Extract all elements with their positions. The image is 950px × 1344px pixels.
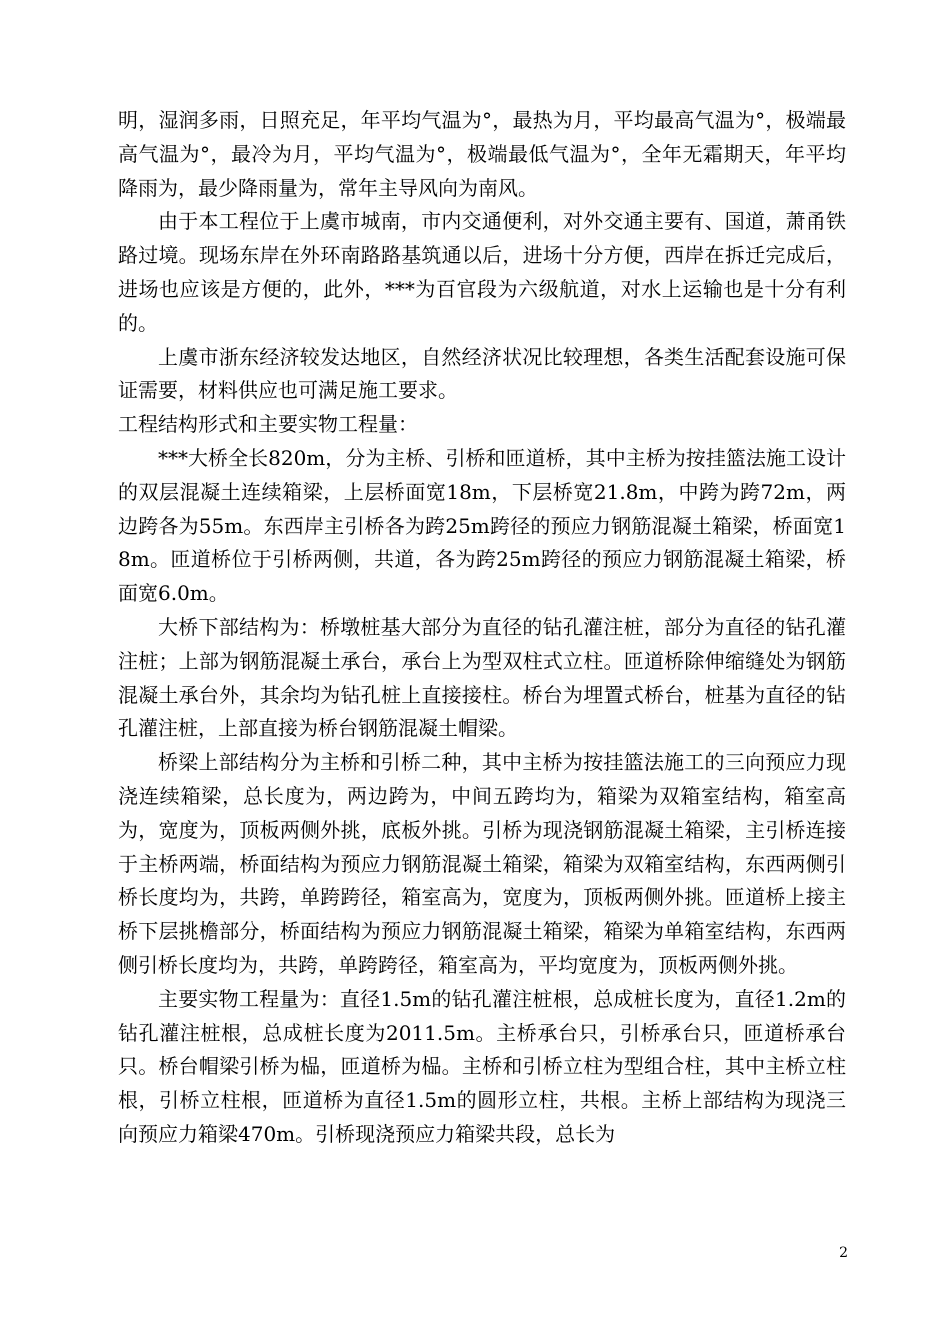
page-number: 2 [839, 1245, 848, 1261]
paragraph-economy: 上虞市浙东经济较发达地区，自然经济状况比较理想，各类生活配套设施可保证需要，材料供应也可满足施工要求。 [118, 344, 846, 403]
section-heading-structure: 工程结构形式和主要实物工程量： [118, 412, 418, 437]
paragraph-bridge-overview: ***大桥全长820m，分为主桥、引桥和匝道桥，其中主桥为按挂篮法施工设计的双层混凝土连续箱梁，上层桥面宽18m，下层桥宽21.8m，中跨为跨72m，两边跨各为55m。东西岸主引桥各为跨25m跨径的预应力钢筋混凝土箱梁，桥面宽18m。匝道桥位于引桥两侧，共道，各为跨25m跨径的预应力钢筋混凝土箱梁，桥面宽6.0m。 [118, 445, 846, 606]
paragraph-substructure: 大桥下部结构为：桥墩桩基大部分为直径的钻孔灌注桩，部分为直径的钻孔灌注桩；上部为钢筋混凝土承台，承台上为型双柱式立柱。匝道桥除伸缩缝处为钢筋混凝土承台外，其余均为钻孔桩上直接接柱。桥台为埋置式桥台，桩基为直径的钻孔灌注桩，上部直接为桥台钢筋混凝土帽梁。 [118, 614, 846, 741]
document-body [118, 104, 846, 1152]
paragraph-quantities: 主要实物工程量为：直径1.5m的钻孔灌注桩根，总成桩长度为，直径1.2m的钻孔灌注桩根，总成桩长度为2011.5m。主桥承台只，引桥承台只，匝道桥承台只。桥台帽梁引桥为榀，匝道桥为榀。主桥和引桥立柱为型组合柱，其中主桥立柱根，引桥立柱根，匝道桥为直径1.5m的圆形立柱，共根。主桥上部结构为现浇三向预应力箱梁470m。引桥现浇预应力箱梁共段，总长为 [118, 986, 846, 1146]
paragraph-superstructure: 桥梁上部结构分为主桥和引桥二种，其中主桥为按挂篮法施工的三向预应力现浇连续箱梁，总长度为，两边跨为，中间五跨均为，箱梁为双箱室结构，箱室高为，宽度为，顶板两侧外挑，底板外挑。引桥为现浇钢筋混凝土箱梁，主引桥连接于主桥两端，桥面结构为预应力钢筋混凝土箱梁，箱梁为双箱室结构，东西两侧引桥长度均为，共跨，单跨跨径，箱室高为，宽度为，顶板两侧外挑。匝道桥上接主桥下层挑檐部分，桥面结构为预应力钢筋混凝土箱梁，箱梁为单箱室结构，东西两侧引桥长度均为，共跨，单跨跨径，箱室高为，平均宽度为，顶板两侧外挑。 [118, 750, 846, 977]
paragraph-traffic: 由于本工程位于上虞市城南，市内交通便利，对外交通主要有、国道，萧甬铁路过境。现场东岸在外环南路路基筑通以后，进场十分方便，西岸在拆迁完成后，进场也应该是方便的，此外，***为百官段为六级航道，对水上运输也是十分有利的。 [118, 209, 846, 335]
paragraph-climate: 明，湿润多雨，日照充足，年平均气温为°，最热为月，平均最高气温为°，极端最高气温为°，最冷为月，平均气温为°，极端最低气温为°，全年无霜期天，年平均降雨为，最少降雨量为，常年主导风向为南风。 [118, 108, 846, 200]
